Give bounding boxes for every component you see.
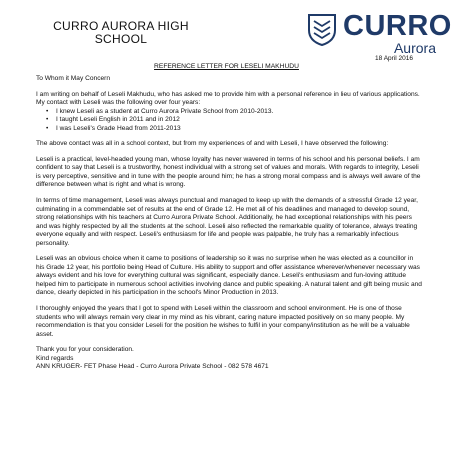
intro-paragraph: I am writing on behalf of Leseli Makhudu, who has asked me to provide him with a personal reference in lieu of various applications. <box>36 90 420 98</box>
signature-line: ANN KRUGER- FET Phase Head - Curro Aurora Private School - 082 578 4671 <box>36 363 269 371</box>
contact-list <box>36 108 422 134</box>
logo-brand: CURRO <box>343 10 452 42</box>
closing-thanks: Thank you for your consideration. <box>36 346 134 354</box>
letter-title: REFERENCE LETTER FOR LESELI MAKHUDU <box>154 63 299 70</box>
greeting: To Whom it May Concern <box>36 75 111 82</box>
recommendation-paragraph: I thoroughly enjoyed the years that I got to spend with Leseli within the classroom and school environment. He is one of those students who will always remain very clear in my mind as his vibrant, caring nature impacted positively on so many people. My recommendation is that you consider Leseli for the position he wishes to fulfil in your company/institution as he will be a valuable asset. <box>36 305 410 338</box>
letter-body <box>36 75 422 372</box>
closing-regards: Kind regards <box>36 354 74 362</box>
crest-icon <box>306 12 338 46</box>
leadership-paragraph: Leseli was an obvious choice when it came to positions of leadership so it was no surprise when he was elected as a councillor in his Grade 12 year, his portfolio being Head of Culture. His ability to support and offer assistance wherever/whenever necessary was always evident and his love for everything cultural was significant, especially dance. Leseli's enthusiasm and fun-loving attitude helped him to participate in numerous school activities involving dance and public speaking. A natural talent and gift being music and dance, clearly depicted in his participation in the school's Minor Production in 2013. <box>36 255 422 297</box>
logo-sub: Aurora <box>393 40 436 56</box>
contact-intro: My contact with Leseli was the following over four years: <box>36 99 201 107</box>
list-item: • I taught Leseli English in 2011 and in 2012 <box>36 116 422 125</box>
observation-intro: The above contact was all in a school context, but from my experiences of and with Leseli, I have observed the following: <box>36 140 389 148</box>
character-paragraph: Leseli is a practical, level-headed young man, whose loyalty has never wavered in terms of his school and his personal beliefs. I am confident to say that Leseli is a trustworthy, honest individual with a strong set of values and morals. With regards to integrity, Leseli is very perceptive, sensitive and in tune with the people around him; he has a strong moral compass and is always well aware of the difference between what is right and what is wrong. <box>36 155 421 189</box>
list-item: • I was Leseli's Grade Head from 2011-2013 <box>36 125 422 134</box>
list-item: • I knew Leseli as a student at Curro Aurora Private School from 2010-2013. <box>36 108 422 117</box>
time-management-paragraph: In terms of time management, Leseli was always punctual and managed to keep up with the demands of a stressful Grade 12 year, culminating in a commendable set of results at the end of Grade 12. He met all of his deadlines and managed to develop sound, strong relationships with his teachers at Curro Aurora Private School. Additionally, he had exceptional relationships with his peers and was highly respected by all the students at the school. Leseli also reflected the remarkable quality of tolerance, always treating everyone equally and with respect. Leseli's enthusiasm for life and people was palpable, he truly has a remarkably infectious personality. <box>36 197 418 247</box>
letter-date: 18 April 2016 <box>375 55 413 62</box>
school-name: CURRO AURORA HIGH SCHOOL <box>53 19 189 46</box>
